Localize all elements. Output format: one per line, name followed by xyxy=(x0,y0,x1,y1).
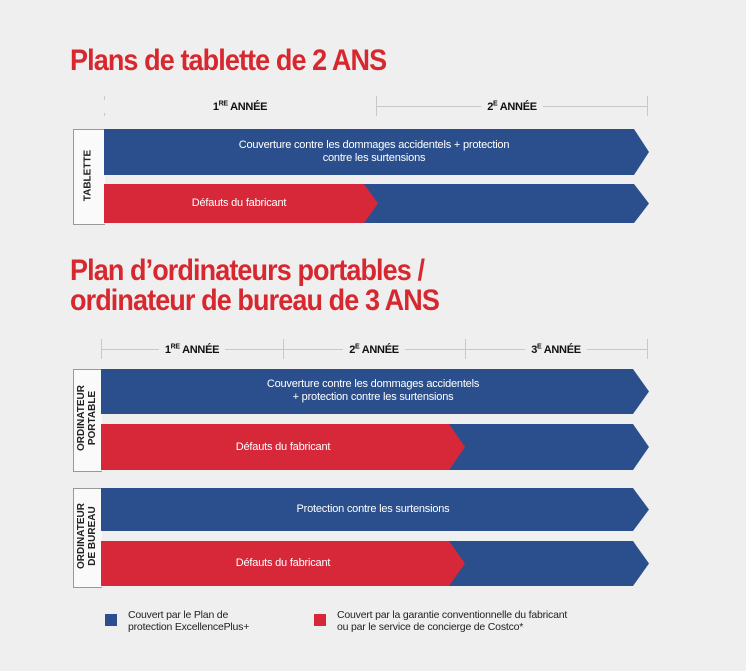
laptop-manufacturer-text: Défauts du fabricant xyxy=(235,441,331,453)
tablet-side-label: TABLETTE xyxy=(82,149,94,202)
computer-year2-header: $2^E$ ANNÉE xyxy=(283,343,465,356)
tablet-manufacturer-text: Défauts du fabricant xyxy=(191,197,287,209)
legend-red-swatch xyxy=(314,614,326,626)
computer-year3-header: $3^E$ ANNÉE xyxy=(465,343,647,356)
desktop-manufacturer-text: Défauts du fabricant xyxy=(235,557,331,569)
tablet-year1-header: 1RE ANNÉE xyxy=(104,100,376,113)
computer-timeline-tick xyxy=(647,339,648,359)
computer-plan-title: Plan d’ordinateurs portables / ordinateur de bureau de 3 ANS xyxy=(70,254,439,317)
computer-year1-header: 1RE ANNÉE xyxy=(101,343,283,356)
tablet-plan-title: Plans de tablette de 2 ANS xyxy=(70,44,387,77)
tablet-accidental-text: Couverture contre les dommages accidentels + protection contre les surtensions xyxy=(238,139,510,164)
legend-blue-text: Couvert par le Plan de protection ExcellencePlus+ xyxy=(128,609,250,633)
legend-red-text: Couvert par la garantie conventionnelle du fabricant ou par le service de concierge de Costco* xyxy=(337,609,568,633)
desktop-side-label: ORDINATEUR DE BUREAU xyxy=(76,503,98,569)
tablet-year2-header: $2^E$ ANNÉE xyxy=(376,100,648,113)
laptop-side-label: ORDINATEUR PORTABLE xyxy=(76,385,98,451)
laptop-accidental-text: Couverture contre les dommages accidentels + protection contre les surtensions xyxy=(266,378,480,403)
desktop-surge-text: Protection contre les surtensions xyxy=(296,503,450,515)
legend-blue-swatch xyxy=(105,614,117,626)
